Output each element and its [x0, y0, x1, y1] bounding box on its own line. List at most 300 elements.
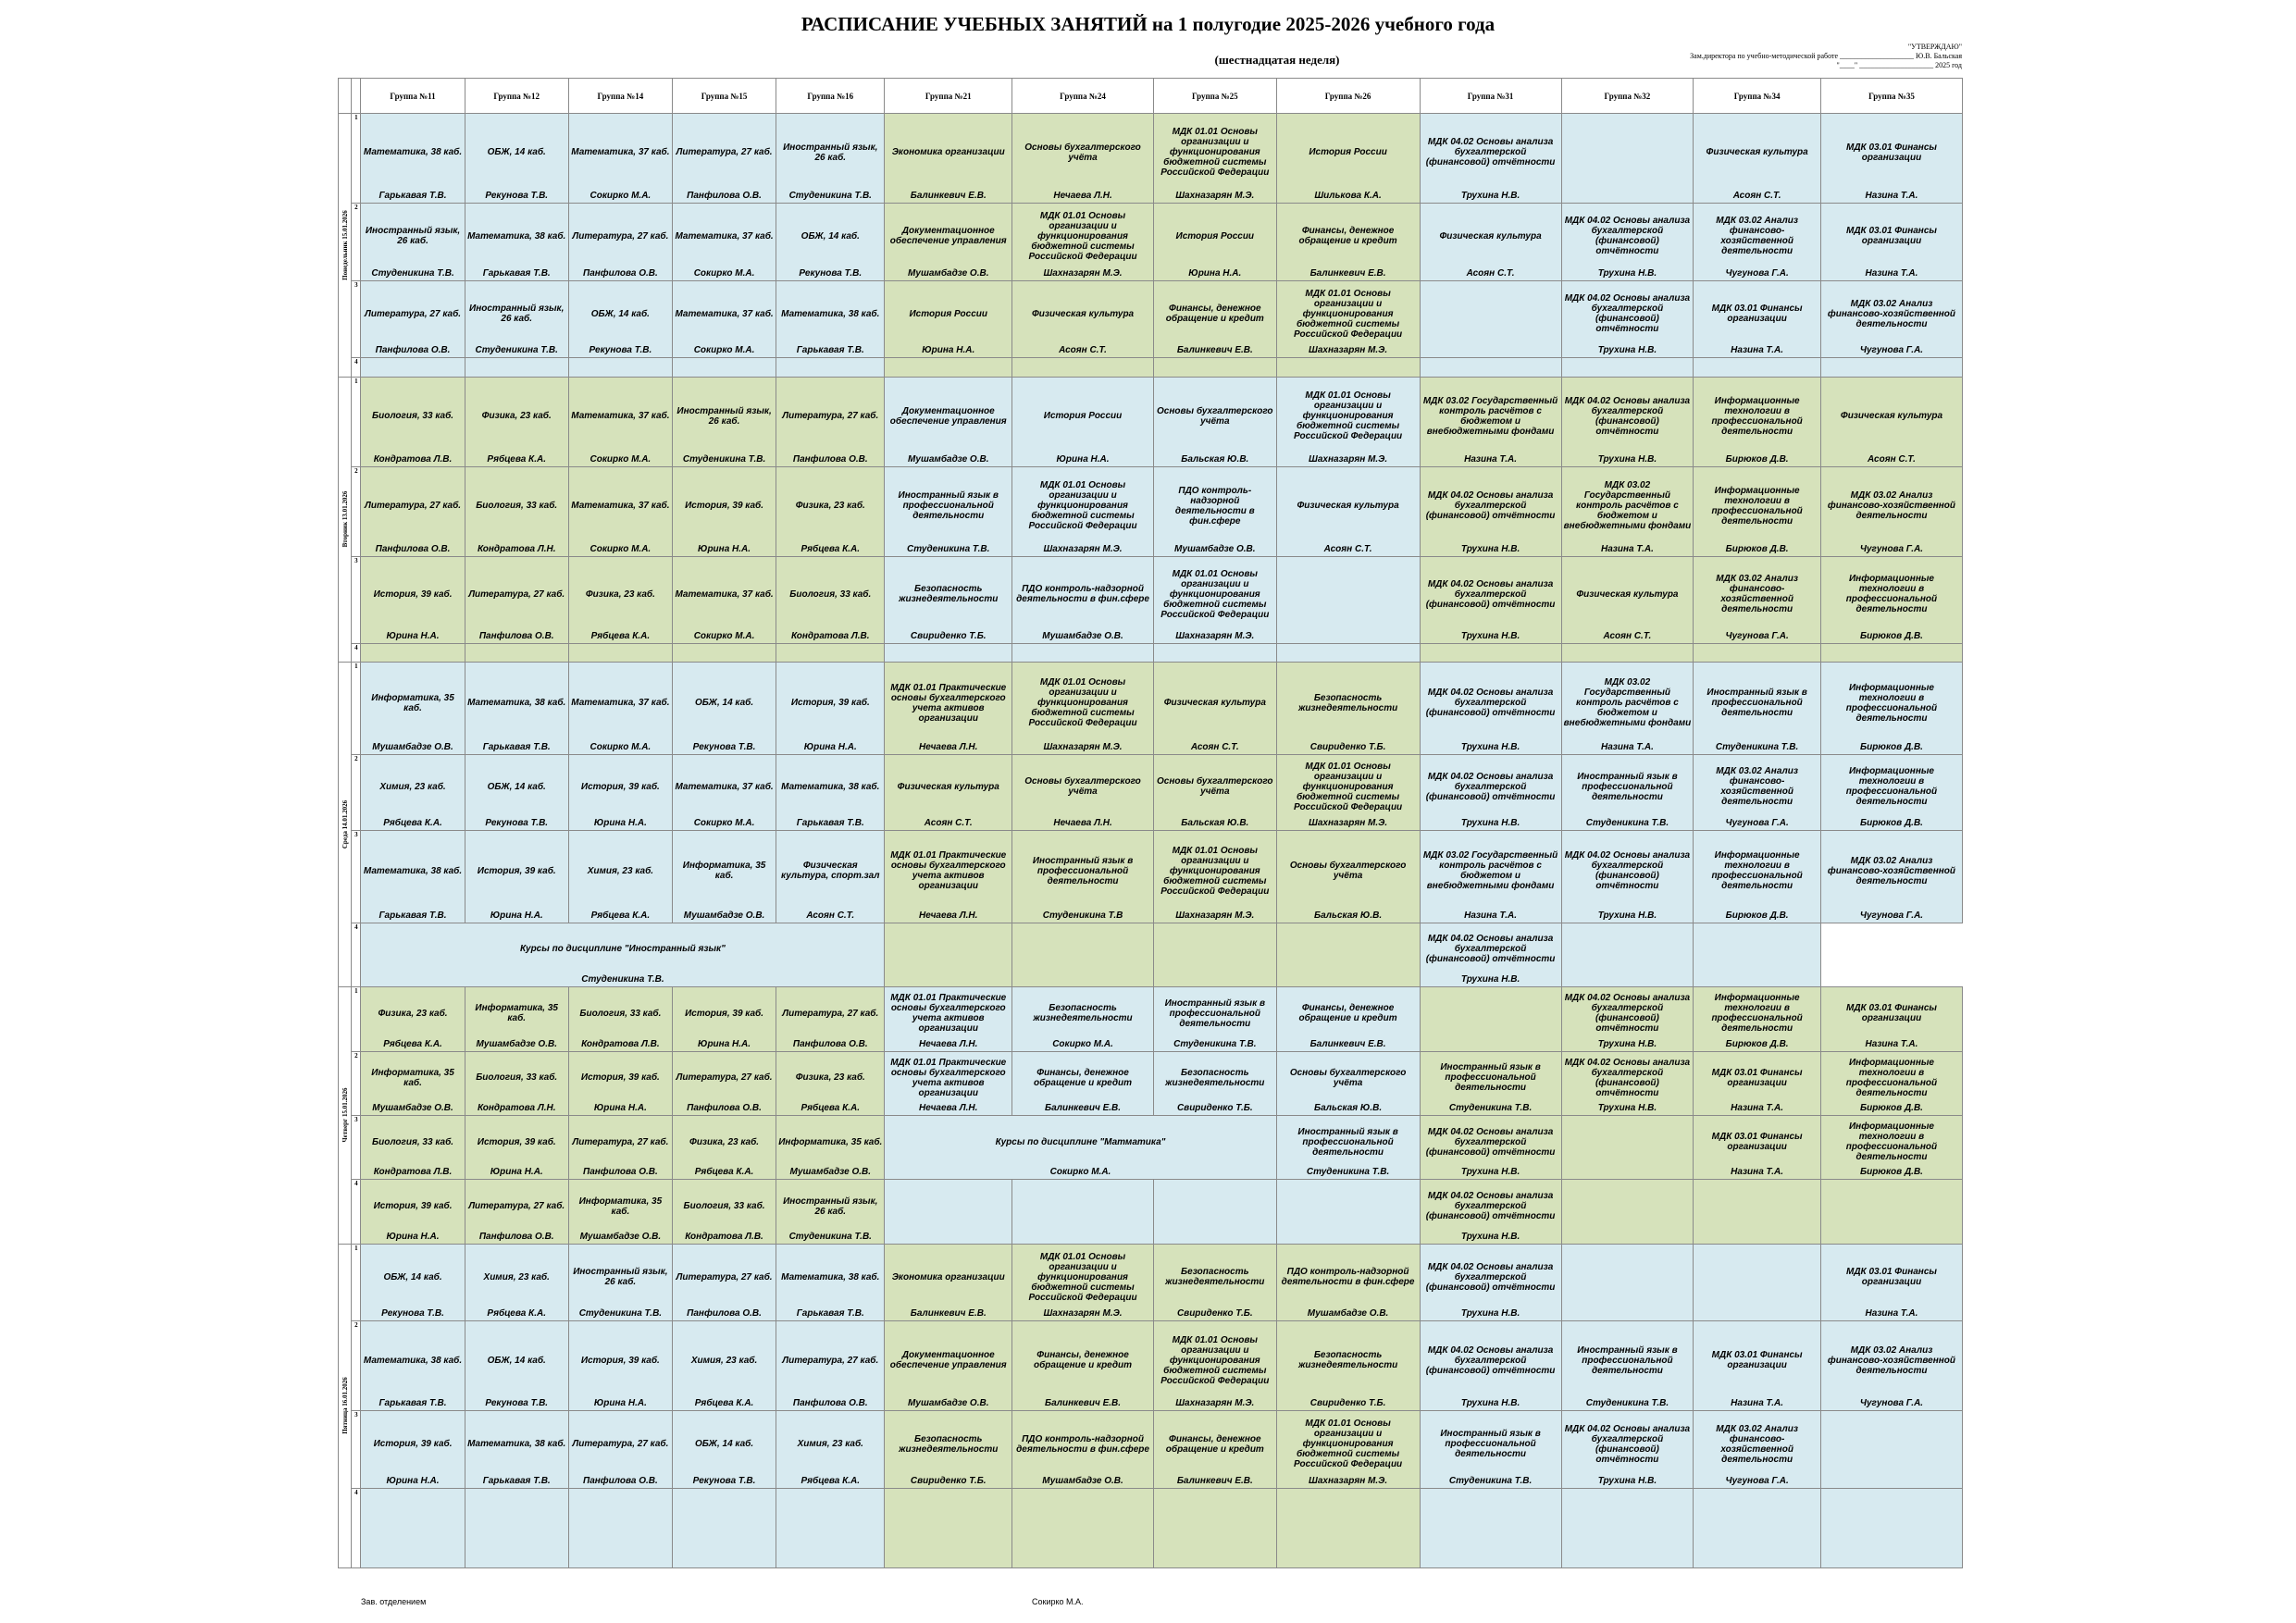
lesson-subject: Физическая культура	[1840, 411, 1943, 422]
lesson-teacher: Шахназарян М.Э.	[1043, 742, 1123, 753]
lesson-teacher: Асоян С.Т.	[1466, 267, 1515, 279]
lesson-cell	[672, 643, 776, 662]
lesson-cell-content	[1012, 923, 1153, 986]
lesson-cell	[776, 1115, 885, 1179]
lesson-row	[339, 280, 1963, 358]
lesson-cell	[885, 1321, 1012, 1411]
lesson-cell-content	[1694, 1116, 1820, 1179]
lesson-cell-content	[1277, 1411, 1420, 1488]
lesson-cell-content	[569, 1116, 672, 1179]
lesson-cell	[776, 1244, 885, 1321]
lesson-subject: ОБЖ, 14 каб.	[487, 781, 546, 792]
lesson-cell-content	[361, 557, 464, 643]
lesson-teacher: Панфилова О.В.	[375, 345, 451, 356]
lesson-teacher: Гарькавая Т.В.	[482, 1476, 551, 1487]
lesson-cell-content	[776, 1245, 884, 1321]
lesson-cell-content	[1821, 831, 1962, 923]
lesson-cell-content	[569, 204, 672, 280]
lesson-cell	[1820, 830, 1962, 923]
lesson-cell	[1561, 114, 1694, 204]
lesson-cell-content	[569, 1245, 672, 1321]
lesson-cell	[672, 1115, 776, 1179]
lesson-cell-content	[1694, 663, 1820, 754]
lesson-cell-content	[1821, 467, 1962, 556]
lesson-subject: Биология, 33 каб.	[476, 501, 558, 512]
lesson-cell-content	[361, 987, 464, 1050]
lesson-subject	[1564, 927, 1692, 972]
lesson-teacher: Бирюков Д.В.	[1725, 543, 1789, 554]
lesson-teacher: Балинкевич Е.В.	[910, 1308, 987, 1319]
lesson-cell-content	[1562, 378, 1694, 466]
lesson-cell-content	[1694, 1489, 1820, 1567]
lesson-teacher: Юрина Н.А.	[1188, 267, 1242, 279]
lesson-row	[339, 1244, 1963, 1321]
lesson-cell	[776, 755, 885, 831]
lesson-subject: Финансы, денежное обращение и кредит	[1298, 1003, 1397, 1024]
lesson-subject: Информационные технологии в профессиональной деятельности	[1845, 1121, 1938, 1163]
lesson-cell-content	[361, 114, 464, 203]
group-header: Группа №12	[465, 79, 568, 114]
lesson-cell	[672, 1489, 776, 1568]
lesson-cell	[1820, 1051, 1962, 1115]
lesson-cell	[1561, 1321, 1694, 1411]
lesson-cell	[1276, 1489, 1420, 1568]
lesson-number: 3	[352, 830, 361, 923]
lesson-cell	[568, 1489, 672, 1568]
lesson-cell-content	[885, 644, 1011, 662]
lesson-subject: МДК 01.01 Практические основы бухгалтерского учета активов организации	[890, 850, 1007, 892]
group-header-row	[339, 79, 1963, 114]
lesson-subject	[1014, 1493, 1151, 1553]
lesson-teacher: Гарькавая Т.В.	[796, 817, 864, 828]
lesson-cell	[672, 1244, 776, 1321]
lesson-cell-content	[1012, 281, 1153, 358]
lesson-subject: ОБЖ, 14 каб.	[694, 1439, 754, 1450]
lesson-cell-content	[1277, 358, 1420, 376]
lesson-subject: Биология, 33 каб.	[579, 1008, 662, 1019]
lesson-cell-content	[1694, 467, 1820, 556]
day-label: Четверг 15.01.2026	[341, 1088, 349, 1143]
lesson-teacher: Трухина Н.В.	[1460, 1308, 1520, 1319]
lesson-cell-content	[465, 358, 568, 376]
lesson-subject: МДК 03.02 Государственный контроль расчётов с бюджетом и внебюджетными фондами	[1563, 677, 1692, 729]
lesson-cell-content	[569, 467, 672, 556]
lesson-cell-content	[1421, 1321, 1561, 1410]
lesson-cell-content	[1421, 1411, 1561, 1488]
lesson-number: 2	[352, 203, 361, 280]
lesson-cell-content	[1821, 644, 1962, 662]
lesson-subject	[675, 1493, 774, 1553]
lesson-cell	[465, 755, 568, 831]
lesson-subject: МДК 01.01 Основы организации и функционирования бюджетной системы Российской Федерации	[1160, 1334, 1270, 1386]
lesson-cell	[361, 830, 465, 923]
lesson-cell	[1154, 643, 1277, 662]
lesson-cell-content	[1277, 831, 1420, 923]
lesson-row	[339, 1180, 1963, 1244]
lesson-cell	[1694, 114, 1821, 204]
lesson-cell	[1820, 377, 1962, 466]
lesson-subject: История России	[1043, 411, 1123, 422]
lesson-teacher: Асоян С.Т.	[924, 817, 973, 828]
lesson-subject: Математика, 38 каб.	[781, 1271, 880, 1282]
lesson-cell-content	[1694, 204, 1820, 280]
lesson-subject: Математика, 37 каб.	[675, 781, 774, 792]
lesson-teacher: Мушамбадзе О.В.	[907, 1398, 989, 1409]
lesson-cell-content	[1421, 923, 1561, 986]
lesson-cell	[1154, 755, 1277, 831]
lesson-cell-content	[1821, 1245, 1962, 1321]
lesson-teacher: Шахназарян М.Э.	[1309, 345, 1388, 356]
lesson-cell-content	[569, 378, 672, 466]
lesson-cell	[465, 377, 568, 466]
lesson-subject: Безопасность жизнедеятельности	[1033, 1003, 1133, 1024]
lesson-subject: Литература, 27 каб.	[782, 1355, 879, 1366]
lesson-cell	[1561, 923, 1694, 986]
lesson-subject: МДК 03.01 Финансы организации	[1711, 1350, 1803, 1371]
lesson-cell-content	[673, 644, 776, 662]
lesson-subject: МДК 03.02 Анализ финансово-хозяйственной деятельности	[1827, 298, 1956, 329]
lesson-cell-content	[569, 663, 672, 754]
lesson-cell	[1420, 358, 1561, 377]
group-header: Группа №26	[1276, 79, 1420, 114]
lesson-cell-content	[673, 378, 776, 466]
lesson-teacher: Назина Т.А.	[1600, 742, 1654, 753]
lesson-cell	[465, 1321, 568, 1411]
lesson-cell	[1154, 466, 1277, 556]
lesson-cell-content	[885, 1411, 1011, 1488]
lesson-subject: МДК 04.02 Основы анализа бухгалтерской (финансовой) отчётности	[1564, 1057, 1691, 1098]
lesson-cell-content	[361, 358, 464, 376]
lesson-teacher: Трухина Н.В.	[1460, 1231, 1520, 1242]
group-header: Группа №15	[672, 79, 776, 114]
lesson-cell	[1561, 1489, 1694, 1568]
lesson-teacher: Трухина Н.В.	[1460, 543, 1520, 554]
lesson-subject: Математика, 38 каб.	[467, 230, 566, 242]
lesson-subject: МДК 04.02 Основы анализа бухгалтерской (финансовой) отчётности	[1425, 1261, 1556, 1293]
lesson-teacher: Мушамбадзе О.В.	[1042, 630, 1123, 641]
lesson-cell-content	[885, 755, 1011, 830]
lesson-cell-content	[673, 358, 776, 376]
lesson-subject: Информатика, 35 каб.	[475, 1003, 558, 1024]
lesson-cell	[1820, 358, 1962, 377]
lesson-teacher: Юрина Н.А.	[803, 742, 857, 753]
lesson-subject: Литература, 27 каб.	[572, 230, 669, 242]
lesson-teacher: Рябцева К.А.	[590, 630, 651, 641]
lesson-cell	[776, 643, 885, 662]
lesson-cell	[1694, 643, 1821, 662]
lesson-row	[339, 643, 1963, 662]
lesson-teacher: Рекунова Т.В.	[381, 1308, 444, 1319]
lesson-teacher: Асоян С.Т.	[1190, 742, 1239, 753]
lesson-cell-content	[885, 987, 1011, 1050]
lesson-cell-content	[1562, 358, 1694, 376]
lesson-cell-content	[1154, 557, 1276, 643]
lesson-subject: История, 39 каб.	[580, 781, 660, 792]
lesson-subject: Документационное обеспечение управления	[889, 405, 1007, 427]
lesson-cell	[1154, 987, 1277, 1051]
lesson-subject: Химия, 23 каб.	[483, 1271, 550, 1282]
lesson-subject: История, 39 каб.	[580, 1072, 660, 1084]
lesson-cell-content	[569, 1180, 672, 1243]
lesson-cell	[1694, 1489, 1821, 1568]
lesson-cell-content	[1821, 1321, 1962, 1410]
lesson-cell-content	[1277, 755, 1420, 830]
lesson-cell-content	[465, 557, 568, 643]
lesson-cell	[361, 1115, 465, 1179]
lesson-teacher: Рекунова Т.В.	[485, 190, 549, 201]
lesson-teacher: Трухина Н.В.	[1460, 817, 1520, 828]
lesson-cell	[672, 830, 776, 923]
week-subtitle: (шестнадцатая неделя)	[1214, 53, 1340, 67]
lesson-teacher: Рябцева К.А.	[487, 1308, 546, 1319]
day-label-cell	[339, 663, 352, 987]
lesson-subject: История, 39 каб.	[373, 1439, 453, 1450]
lesson-teacher: Гарькавая Т.В.	[482, 742, 551, 753]
lesson-number: 3	[352, 556, 361, 643]
lesson-cell-content	[1421, 1245, 1561, 1321]
lesson-cell-content	[1694, 1180, 1820, 1243]
lesson-teacher: Рябцева К.А.	[694, 1398, 754, 1409]
lesson-cell	[1420, 1411, 1561, 1489]
lesson-teacher: Гарькавая Т.В.	[379, 910, 447, 921]
lesson-cell	[361, 203, 465, 280]
lesson-cell	[465, 987, 568, 1051]
lesson-teacher: Юрина Н.А.	[386, 630, 440, 641]
lesson-cell-content	[361, 755, 464, 830]
lesson-cell	[1012, 1321, 1154, 1411]
lesson-teacher: Чугунова Г.А.	[1725, 267, 1789, 279]
lesson-subject	[1564, 1248, 1692, 1307]
lesson-subject	[1823, 1183, 1960, 1228]
lesson-cell	[465, 358, 568, 377]
lesson-number: 3	[352, 280, 361, 358]
lesson-cell	[1694, 1051, 1821, 1115]
lesson-cell-content	[569, 358, 672, 376]
lesson-cell	[1012, 280, 1154, 358]
day-label: Вторник 13.01.2026	[341, 491, 349, 548]
lesson-cell	[885, 466, 1012, 556]
lesson-cell	[1154, 830, 1277, 923]
lesson-subject: МДК 04.02 Основы анализа бухгалтерской (финансовой) отчётности	[1564, 395, 1691, 437]
lesson-subject: Основы бухгалтерского учёта	[1024, 776, 1141, 798]
lesson-cell-content	[1562, 1052, 1694, 1115]
lesson-teacher: Панфилова О.В.	[375, 543, 451, 554]
lesson-subject: Математика, 38 каб.	[467, 698, 566, 709]
lesson-cell-content	[465, 1321, 568, 1410]
lesson-cell	[465, 466, 568, 556]
lesson-subject	[887, 927, 1010, 972]
lesson-teacher: Шахназарян М.Э.	[1309, 453, 1388, 465]
lesson-cell	[1276, 203, 1420, 280]
lesson-subject: Иностранный язык, 26 каб.	[365, 226, 461, 247]
lesson-cell	[361, 377, 465, 466]
lesson-cell	[1154, 1321, 1277, 1411]
lesson-cell	[1561, 377, 1694, 466]
lesson-subject	[1156, 927, 1274, 972]
lesson-teacher: Сокирко М.А.	[590, 453, 652, 465]
lesson-cell-content	[361, 1321, 464, 1410]
lesson-cell-content	[569, 644, 672, 662]
lesson-teacher: Шахназарян М.Э.	[1309, 1476, 1388, 1487]
lesson-cell	[361, 755, 465, 831]
lesson-number: 2	[352, 755, 361, 831]
lesson-cell	[776, 1051, 885, 1115]
lesson-cell	[885, 1051, 1012, 1115]
lesson-cell-content	[1421, 358, 1561, 376]
lesson-cell	[1012, 987, 1154, 1051]
lesson-teacher: Мушамбадзе О.В.	[1307, 1308, 1389, 1319]
lesson-cell	[361, 1411, 465, 1489]
lesson-subject: Финансы, денежное обращение и кредит	[1165, 304, 1264, 325]
lesson-cell	[1012, 1489, 1154, 1568]
lesson-teacher: Трухина Н.В.	[1597, 1476, 1657, 1487]
lesson-teacher: Панфилова О.В.	[687, 1102, 762, 1113]
lesson-subject	[887, 1493, 1010, 1553]
lesson-teacher: Назина Т.А.	[1600, 543, 1654, 554]
lesson-cell	[1154, 1051, 1277, 1115]
lesson-subject: МДК 03.02 Государственный контроль расчётов с бюджетом и внебюджетными фондами	[1422, 850, 1558, 892]
lesson-subject: МДК 03.02 Анализ финансово-хозяйственной деятельности	[1716, 574, 1798, 615]
lesson-cell-content	[673, 114, 776, 203]
lesson-cell-content	[1694, 987, 1820, 1050]
lesson-subject: Физическая культура	[1163, 698, 1266, 709]
lesson-cell	[672, 1180, 776, 1244]
lesson-teacher: Нечаева Л.Н.	[919, 910, 978, 921]
lesson-subject: Физическая культура	[1706, 147, 1808, 158]
lesson-teacher: Студеникина Т.В.	[1448, 1102, 1533, 1113]
lesson-cell	[885, 1244, 1012, 1321]
lesson-teacher: Рябцева К.А.	[800, 1476, 861, 1487]
lesson-teacher: Бальская Ю.В.	[1314, 910, 1383, 921]
page-title: РАСПИСАНИЕ УЧЕБНЫХ ЗАНЯТИЙ на 1 полугодие 2025-2026 учебного года	[800, 13, 1496, 35]
lesson-subject: Физика, 23 каб.	[689, 1136, 760, 1147]
lesson-subject: МДК 03.02 Анализ финансово-хозяйственной деятельности	[1716, 766, 1798, 808]
lesson-subject: Химия, 23 каб.	[379, 781, 446, 792]
lesson-row	[339, 1051, 1963, 1115]
lesson-cell-content	[1277, 204, 1420, 280]
lesson-cell-content	[885, 1489, 1011, 1567]
lesson-subject	[778, 1493, 882, 1553]
lesson-cell-content	[885, 923, 1011, 986]
lesson-cell	[1694, 280, 1821, 358]
lesson-cell-content	[1562, 831, 1694, 923]
lesson-cell-content	[1562, 114, 1694, 203]
lesson-cell	[1420, 1321, 1561, 1411]
lesson-subject: Математика, 37 каб.	[571, 411, 670, 422]
lesson-subject: МДК 04.02 Основы анализа бухгалтерской (финансовой) отчётности	[1425, 1126, 1556, 1158]
lesson-subject: МДК 01.01 Основы организации и функционирования бюджетной системы Российской Федерации	[1028, 210, 1137, 262]
lesson-subject	[1422, 991, 1559, 1035]
lesson-subject: История, 39 каб.	[685, 1008, 764, 1019]
lesson-subject: Химия, 23 каб.	[797, 1439, 863, 1450]
lesson-cell-content	[776, 1411, 884, 1488]
lesson-teacher: Асоян С.Т.	[1323, 543, 1372, 554]
lesson-teacher: Свириденко Т.Б.	[1176, 1308, 1253, 1319]
lesson-subject: Курсы по дисциплине "Иностранный язык"	[520, 944, 726, 955]
lesson-cell-content	[673, 204, 776, 280]
lesson-subject: Физика, 23 каб.	[795, 501, 865, 512]
lesson-teacher: Чугунова Г.А.	[1725, 1476, 1789, 1487]
lesson-subject: Экономика организации	[891, 1271, 1005, 1282]
lesson-cell	[361, 1489, 465, 1568]
lesson-teacher: Рябцева К.А.	[590, 910, 651, 921]
lesson-subject: Информационные технологии в профессиональной деятельности	[1711, 850, 1803, 892]
lesson-teacher: Кондратова Л.В.	[373, 1167, 453, 1178]
lesson-teacher: Гарькавая Т.В.	[482, 267, 551, 279]
lesson-teacher: Рекунова Т.В.	[692, 1476, 756, 1487]
lesson-teacher: Балинкевич Е.В.	[910, 190, 987, 201]
lesson-subject: МДК 03.02 Государственный контроль расчётов с бюджетом и внебюджетными фондами	[1563, 480, 1692, 532]
lesson-subject	[1695, 1183, 1818, 1228]
lesson-teacher: Бирюков Д.В.	[1860, 1167, 1923, 1178]
lesson-cell	[1694, 556, 1821, 643]
lesson-row	[339, 1489, 1963, 1568]
group-header: Группа №31	[1420, 79, 1561, 114]
lesson-teacher: Гарькавая Т.В.	[379, 190, 447, 201]
lesson-teacher: Бальская Ю.В.	[1314, 1102, 1383, 1113]
lesson-cell	[568, 1115, 672, 1179]
lesson-cell	[465, 114, 568, 204]
lesson-row	[339, 358, 1963, 377]
lesson-subject	[571, 1493, 670, 1553]
lesson-subject: Литература, 27 каб.	[676, 1271, 773, 1282]
lesson-subject	[1279, 1183, 1418, 1228]
lesson-cell	[885, 1411, 1012, 1489]
lesson-subject: МДК 01.01 Основы организации и функционирования бюджетной системы Российской Федерации	[1028, 480, 1137, 532]
lesson-teacher: Панфилова О.В.	[687, 190, 762, 201]
lesson-cell-content	[776, 378, 884, 466]
lesson-cell	[1694, 1244, 1821, 1321]
lesson-teacher: Чугунова Г.А.	[1859, 345, 1924, 356]
lesson-cell	[1154, 377, 1277, 466]
lesson-subject: Математика, 37 каб.	[571, 147, 670, 158]
day-label: Пятница 16.01.2026	[341, 1377, 349, 1435]
lesson-cell-content	[1012, 1180, 1153, 1243]
lesson-cell-content	[361, 1411, 464, 1488]
lesson-cell-content	[361, 1245, 464, 1321]
lesson-subject: Литература, 27 каб.	[676, 147, 773, 158]
lesson-subject: История, 39 каб.	[373, 588, 453, 600]
lesson-teacher: Трухина Н.В.	[1597, 453, 1657, 465]
lesson-cell-content	[1562, 1411, 1694, 1488]
lesson-cell	[885, 755, 1012, 831]
lesson-subject: Биология, 33 каб.	[683, 1201, 765, 1212]
lesson-subject: Иностранный язык в профессиональной деятельности	[1440, 1062, 1541, 1094]
lesson-cell-content	[465, 378, 568, 466]
lesson-cell-content	[776, 987, 884, 1050]
lesson-cell	[1420, 203, 1561, 280]
lesson-subject: МДК 04.02 Основы анализа бухгалтерской (финансовой) отчётности	[1425, 1344, 1556, 1376]
lesson-subject: Физическая культура	[897, 781, 999, 792]
lesson-subject: Информационные технологии в профессиональной деятельности	[1845, 574, 1938, 615]
lesson-cell-content	[1821, 663, 1962, 754]
lesson-cell-content	[1277, 663, 1420, 754]
lesson-cell	[1694, 1321, 1821, 1411]
lesson-cell-content	[361, 378, 464, 466]
lesson-cell-content	[569, 1321, 672, 1410]
lesson-subject: Литература, 27 каб.	[365, 308, 462, 319]
lesson-cell-content	[569, 755, 672, 830]
lesson-cell	[1012, 358, 1154, 377]
lesson-subject: Биология, 33 каб.	[476, 1072, 558, 1084]
lesson-teacher: Рекунова Т.В.	[485, 817, 549, 828]
lesson-cell	[1694, 466, 1821, 556]
lesson-cell-content	[1421, 378, 1561, 466]
lesson-teacher: Юрина Н.А.	[386, 1476, 440, 1487]
lesson-teacher: Сокирко М.А.	[693, 345, 755, 356]
lesson-cell	[776, 377, 885, 466]
lesson-cell-content	[1277, 1321, 1420, 1410]
